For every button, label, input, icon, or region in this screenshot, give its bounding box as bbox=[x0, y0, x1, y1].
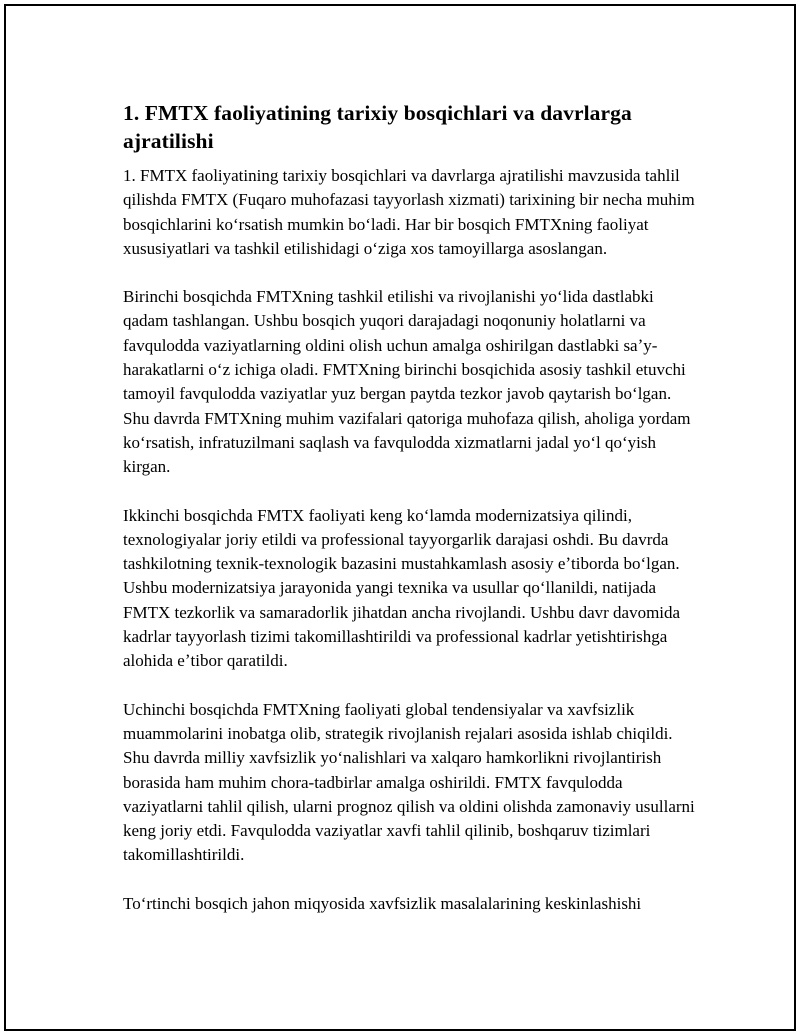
page-frame bbox=[4, 4, 796, 1031]
section-heading: 1. FMTX faoliyatining tarixiy bosqichlari va davrlarga ajratilishi bbox=[123, 101, 632, 153]
paragraph-third-stage: Uchinchi bosqichda FMTXning faoliyati global tendensiyalar va xavfsizlik muammolarini inobatga olib, strategik rivojlanish rejalari asosida ishlab chiqildi. Shu davrda milliy xavfsizlik yoʻnalishlari va xalqaro hamkorlikni rivojlantirish borasida ham muhim chora-tadbirlar amalga oshirildi. FMTX favqulodda vaziyatlarni tahlil qilish, ularni prognoz qilish va oldini olishda zamonaviy usullarni keng joriy etdi. Favqulodda vaziyatlar xavfi tahlil qilinib, boshqaruv tizimlari takomillashtirildi. bbox=[123, 699, 695, 865]
paragraph-first-stage: Birinchi bosqichda FMTXning tashkil etilishi va rivojlanishi yoʻlida dastlabki qadam tashlangan. Ushbu bosqich yuqori darajadagi noqonuniy holatlarni va favqulodda vaziyatlarning oldini olish uchun amalga oshirilgan dastlabki saʼy-harakatlarni oʻz ichiga oladi. FMTXning birinchi bosqichida asosiy tashkil etuvchi tamoyil favqulodda vaziyatlar yuz bergan paytda tezkor javob qaytarish boʻlgan. Shu davrda FMTXning muhim vazifalari qatoriga muhofaza qilish, aholiga yordam koʻrsatish, infratuzilmani saqlash va favqulodda xizmatlarni jadal yoʻl qoʻyish kirgan. bbox=[123, 287, 691, 477]
paragraph-second-stage: Ikkinchi bosqichda FMTX faoliyati keng koʻlamda modernizatsiya qilindi, texnologiyalar joriy etildi va professional tayyorgarlik darajasi oshdi. Bu davrda tashkilotning texnik-texnologik bazasini mustahkamlash asosiy eʼtiborda boʻlgan. Ushbu modernizatsiya jarayonida yangi texnika va usullar qoʻllanildi, natijada FMTX tezkorlik va samaradorlik jihatdan ancha rivojlandi. Ushbu davr davomida kadrlar tayyorlash tizimi takomillashtirildi va professional kadrlar yetishtirishga alohida eʼtibor qaratildi. bbox=[123, 505, 681, 671]
paragraph-intro: 1. FMTX faoliyatining tarixiy bosqichlari va davrlarga ajratilishi mavzusida tahlil qilishda FMTX (Fuqaro muhofazasi tayyorlash xizmati) tarixining bir necha muhim bosqichlarini koʻrsatish mumkin boʻladi. Har bir bosqich FMTXning faoliyat xususiyatlari va tashkil etilishidagi oʻziga xos tamoyillarga asoslangan. bbox=[123, 166, 695, 258]
document-body bbox=[123, 99, 698, 940]
paragraph-fourth-stage: Toʻrtinchi bosqich jahon miqyosida xavfsizlik masalalarining keskinlashishi bbox=[123, 893, 642, 913]
